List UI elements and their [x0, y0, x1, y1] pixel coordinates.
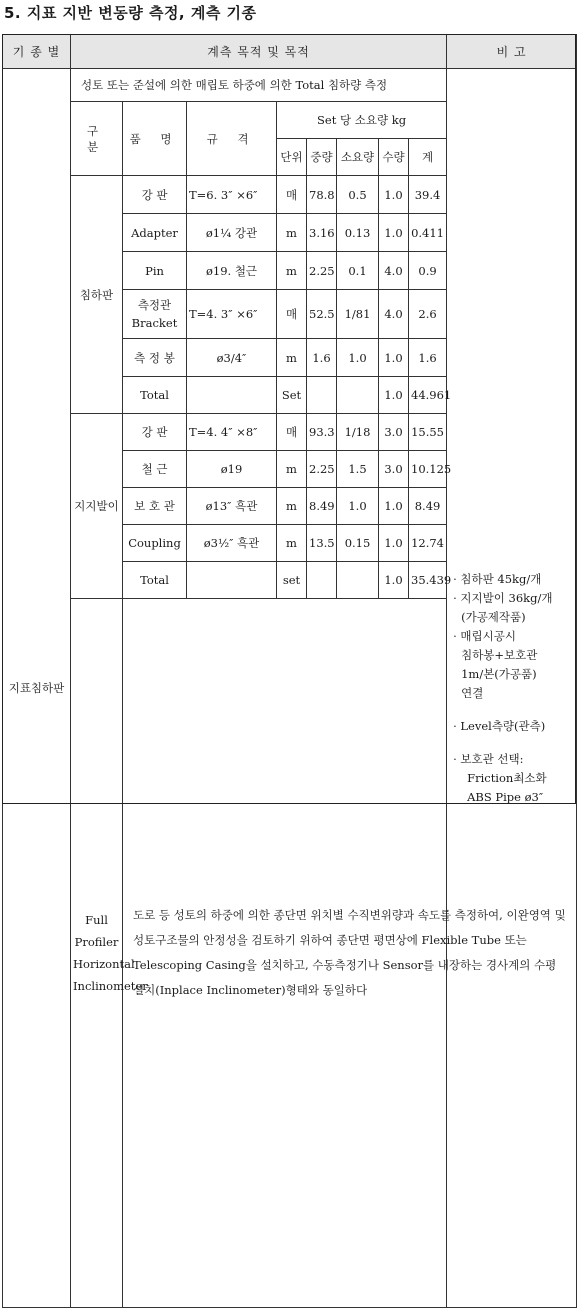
header-category: 기 종 별	[3, 35, 71, 69]
item-unit: m	[277, 451, 307, 488]
item-total: 2.6	[409, 290, 447, 339]
item-name: 강 판	[123, 176, 187, 214]
item-usage: 0.5	[337, 176, 379, 214]
item-qty: 1.0	[379, 339, 409, 377]
section2-description: 도로 등 성토의 하중에 의한 종단면 위치별 수직변위량과 속도를 측정하여, 이완영역 및 성토구조물의 안정성을 검토하기 위하여 종단면 평면상에 Flexible Tube 또는 Telescoping Casing을 설치하고, 수동측정기나 Sensor를 내장하는 경사계의 수평설치(Inplace Inclinometer)형태와 동일하다	[123, 599, 577, 1308]
subheader-gyugyeok: 규 격	[187, 102, 277, 176]
item-spec: T=4. 3″ ×6″	[187, 290, 277, 339]
item-usage: 1/18	[337, 414, 379, 451]
note-line: 침하봉+보호관	[461, 647, 538, 662]
item-name: Adapter	[123, 214, 187, 252]
item-spec: ø3/4″	[187, 339, 277, 377]
item-name: Total	[123, 562, 187, 599]
subheader-usage: 소요량	[337, 139, 379, 176]
item-qty: 3.0	[379, 451, 409, 488]
item-usage: 1.5	[337, 451, 379, 488]
note-line: · 지지발이 36kg/개	[453, 590, 553, 605]
item-name: 측정관 Bracket	[123, 290, 187, 339]
item-weight: 1.6	[307, 339, 337, 377]
item-name: 측 정 봉	[123, 339, 187, 377]
item-total: 35.439	[409, 562, 447, 599]
item-spec: ø13″ 흑관	[187, 488, 277, 525]
subheader-total: 계	[409, 139, 447, 176]
note-line: (가공제작품)	[461, 609, 526, 624]
item-usage: 1.0	[337, 488, 379, 525]
item-qty: 3.0	[379, 414, 409, 451]
note-line: Friction최소화	[467, 770, 547, 785]
item-unit: 매	[277, 414, 307, 451]
item-total: 0.9	[409, 252, 447, 290]
item-weight: 13.5	[307, 525, 337, 562]
table-frame	[2, 34, 576, 804]
item-qty: 1.0	[379, 214, 409, 252]
item-total: 10.125	[409, 451, 447, 488]
subheader-gubun: 구 분	[71, 102, 123, 176]
item-unit: 매	[277, 176, 307, 214]
item-weight: 78.8	[307, 176, 337, 214]
subheader-qty: 수량	[379, 139, 409, 176]
item-qty: 1.0	[379, 562, 409, 599]
item-weight: 8.49	[307, 488, 337, 525]
item-spec: ø19	[187, 451, 277, 488]
item-usage: 1/81	[337, 290, 379, 339]
note-line: · 침하판 45kg/개	[453, 571, 542, 586]
note-line: · 보호관 선택:	[453, 751, 524, 766]
item-qty: 1.0	[379, 176, 409, 214]
item-unit: Set	[277, 377, 307, 414]
item-spec: T=4. 4″ ×8″	[187, 414, 277, 451]
item-spec: ø1¼ 강관	[187, 214, 277, 252]
item-weight: 2.25	[307, 451, 337, 488]
item-unit: m	[277, 252, 307, 290]
note-line: ABS Pipe ø3″	[467, 789, 544, 804]
item-total: 44.961	[409, 377, 447, 414]
note-line: 연결	[461, 685, 484, 700]
item-qty: 1.0	[379, 488, 409, 525]
item-total: 1.6	[409, 339, 447, 377]
item-usage: 0.13	[337, 214, 379, 252]
item-unit: set	[277, 562, 307, 599]
item-usage: 0.15	[337, 525, 379, 562]
item-weight: 3.16	[307, 214, 337, 252]
page-title: 5. 지표 지반 변동량 측정, 계측 기종	[4, 4, 257, 22]
group1-name: 침하판	[71, 176, 123, 414]
item-name: Total	[123, 377, 187, 414]
item-usage: 0.1	[337, 252, 379, 290]
item-weight: 93.3	[307, 414, 337, 451]
item-usage: 1.0	[337, 339, 379, 377]
group2-name: 지지발이	[71, 414, 123, 599]
item-unit: m	[277, 488, 307, 525]
subheader-weight: 중량	[307, 139, 337, 176]
note-line: · Level측량(관측)	[453, 718, 546, 733]
section2-category-line: Horizontal	[73, 957, 135, 971]
section1-purpose: 성토 또는 준설에 의한 매립토 하중에 의한 Total 침하량 측정	[71, 69, 447, 102]
item-qty: 1.0	[379, 525, 409, 562]
header-purpose: 계측 목적 및 목적	[71, 35, 447, 69]
subheader-per-set: Set 당 소요량 kg	[277, 102, 447, 139]
item-name: 보 호 관	[123, 488, 187, 525]
header-remarks: 비 고	[447, 35, 577, 69]
note-line: · 매립시공시	[453, 628, 516, 643]
item-unit: m	[277, 525, 307, 562]
section2-category-line: Full Profiler	[74, 913, 119, 949]
item-name: 강 판	[123, 414, 187, 451]
item-name: Pin	[123, 252, 187, 290]
item-name: 철 근	[123, 451, 187, 488]
item-total: 8.49	[409, 488, 447, 525]
item-spec: ø19. 철근	[187, 252, 277, 290]
item-total: 39.4	[409, 176, 447, 214]
item-name: Coupling	[123, 525, 187, 562]
item-total: 12.74	[409, 525, 447, 562]
section2-category-line: Inclinometer	[73, 979, 148, 993]
item-qty: 4.0	[379, 290, 409, 339]
note-line: 1m/본(가공품)	[461, 666, 537, 681]
item-qty: 1.0	[379, 377, 409, 414]
subheader-unit: 단위	[277, 139, 307, 176]
item-qty: 4.0	[379, 252, 409, 290]
item-total: 15.55	[409, 414, 447, 451]
item-weight: 52.5	[307, 290, 337, 339]
item-weight: 2.25	[307, 252, 337, 290]
subheader-pummyeong: 품 명	[123, 102, 187, 176]
item-total: 0.411	[409, 214, 447, 252]
item-unit: m	[277, 214, 307, 252]
item-unit: m	[277, 339, 307, 377]
item-spec: T=6. 3″ ×6″	[187, 176, 277, 214]
section1-category: 지표침하판	[3, 69, 71, 1308]
item-unit: 매	[277, 290, 307, 339]
item-spec: ø3½″ 흑관	[187, 525, 277, 562]
